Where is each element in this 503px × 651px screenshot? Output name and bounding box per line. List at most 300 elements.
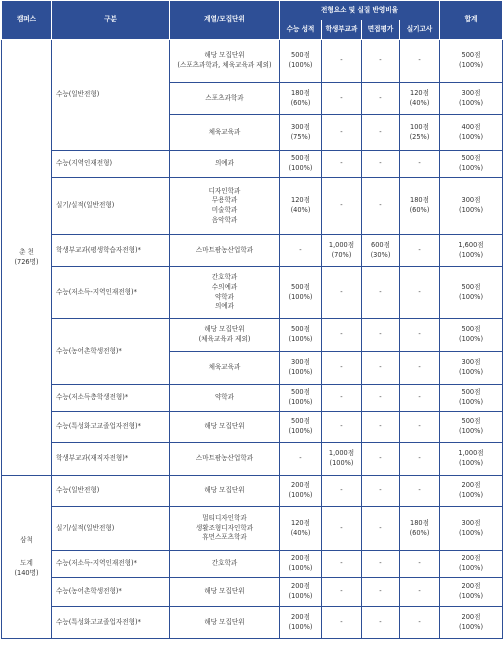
school-record-cell	[322, 115, 362, 151]
header-practical: 실기고사	[400, 20, 440, 40]
practical-cell	[400, 476, 440, 507]
school-record-cell-line: -	[340, 159, 343, 168]
practical-cell-line: -	[418, 617, 421, 626]
csat-cell-line: (100%)	[288, 564, 313, 572]
csat-cell-line: 300점	[291, 358, 310, 367]
total-cell-line: (100%)	[459, 164, 484, 172]
unit-cell-line: (스포츠과학과, 체육교육과 제외)	[177, 61, 272, 69]
school-record-cell-line: -	[340, 201, 343, 210]
interview-cell	[362, 115, 400, 151]
unit-cell	[170, 443, 280, 476]
unit-cell	[170, 83, 280, 115]
practical-cell-line: 180점	[410, 196, 429, 205]
school-record-cell	[322, 412, 362, 443]
total-cell-line: (100%)	[459, 132, 484, 141]
total-cell-line: 500점	[461, 51, 481, 60]
track-cell: 수능(특성화고교졸업자전형)*	[52, 607, 170, 639]
practical-cell-line: -	[418, 422, 421, 431]
interview-cell-line: -	[379, 454, 382, 463]
header-csat: 수능 성적	[280, 20, 322, 40]
unit-cell	[170, 178, 280, 235]
total-cell-line: (100%)	[459, 250, 484, 259]
header-interview: 면접평가	[362, 20, 400, 40]
header-campus: 캠퍼스	[2, 1, 52, 40]
unit-cell-line: 휴먼스포츠학과	[202, 533, 247, 542]
practical-cell-line: -	[418, 159, 421, 168]
total-cell	[440, 607, 503, 639]
unit-cell	[170, 476, 280, 507]
csat-cell-line: (40%)	[290, 528, 311, 537]
practical-cell	[400, 267, 440, 319]
total-cell	[440, 151, 503, 178]
track-cell: 수능(농어촌학생전형)*	[52, 319, 170, 385]
csat-cell-line: (100%)	[288, 335, 313, 343]
csat-cell-line: (100%)	[288, 491, 313, 499]
total-cell	[440, 385, 503, 412]
unit-cell	[170, 551, 280, 578]
interview-cell	[362, 319, 400, 352]
table-row	[2, 267, 503, 319]
total-cell-line: 300점	[461, 196, 481, 205]
total-cell-line: 500점	[461, 325, 481, 334]
practical-cell-line: -	[418, 559, 421, 568]
school-record-cell	[322, 178, 362, 235]
school-record-cell	[322, 551, 362, 578]
school-record-cell-line: -	[340, 559, 343, 568]
unit-cell-line: 해당 모집단위	[204, 51, 245, 60]
practical-cell-line: -	[418, 486, 421, 495]
practical-cell-line: (40%)	[409, 98, 430, 107]
practical-cell	[400, 235, 440, 267]
csat-cell-line: 500점	[291, 388, 310, 397]
unit-cell	[170, 607, 280, 639]
csat-cell-line: 200점	[291, 582, 310, 591]
table-row	[2, 607, 503, 639]
school-record-cell-line: -	[340, 587, 343, 596]
practical-cell	[400, 551, 440, 578]
unit-cell-line: 해당 모집단위	[204, 617, 245, 626]
practical-cell	[400, 578, 440, 607]
csat-cell	[280, 235, 322, 267]
campus-name-line: 도계	[20, 559, 33, 568]
practical-cell-line: 100점	[410, 122, 429, 131]
total-cell-line: (100%)	[459, 459, 484, 467]
interview-cell-line: (30%)	[370, 250, 391, 259]
track-cell: 수능(특성화고교졸업자전형)*	[52, 412, 170, 443]
total-cell-line: (100%)	[459, 528, 484, 537]
table-row	[2, 443, 503, 476]
csat-cell	[280, 551, 322, 578]
header-unit: 계열/모집단위	[170, 1, 280, 40]
csat-cell-line: (100%)	[288, 592, 313, 600]
school-record-cell-line: -	[340, 127, 343, 136]
csat-cell-line: (100%)	[288, 292, 313, 301]
table-row	[2, 151, 503, 178]
unit-cell	[170, 578, 280, 607]
practical-cell	[400, 83, 440, 115]
table-row	[2, 551, 503, 578]
school-record-cell	[322, 507, 362, 551]
unit-cell-line: 음악학과	[211, 215, 238, 224]
practical-cell-line: (60%)	[409, 528, 430, 537]
track-cell: 학생부교과(재직자전형)*	[52, 443, 170, 476]
school-record-cell-line: 1,000점	[328, 240, 355, 249]
csat-cell-line: 500점	[291, 417, 310, 426]
csat-cell-line: (100%)	[288, 164, 313, 172]
csat-cell	[280, 443, 322, 476]
total-cell-line: (100%)	[459, 564, 484, 572]
school-record-cell-line: -	[340, 56, 343, 65]
total-cell	[440, 551, 503, 578]
unit-cell-line: 해당 모집단위	[204, 422, 245, 431]
csat-cell-line: 180점	[291, 88, 310, 97]
interview-cell-line: -	[379, 287, 382, 296]
total-cell-line: 500점	[461, 154, 481, 163]
interview-cell	[362, 40, 400, 83]
school-record-cell	[322, 319, 362, 352]
practical-cell-line: 180점	[410, 518, 429, 527]
csat-cell-line: 200점	[291, 612, 310, 621]
unit-cell	[170, 507, 280, 551]
track-cell: 수능(일반전형)	[52, 40, 170, 151]
total-cell-line: 400점	[461, 122, 481, 131]
unit-cell-line: 생활조형디자인학과	[195, 523, 254, 532]
total-cell-line: (100%)	[459, 491, 484, 499]
total-cell	[440, 115, 503, 151]
practical-cell	[400, 40, 440, 83]
total-cell-line: (100%)	[459, 98, 484, 107]
total-cell-line: 500점	[461, 282, 481, 291]
unit-cell-line: 간호학과	[211, 273, 238, 282]
csat-cell	[280, 412, 322, 443]
unit-cell	[170, 151, 280, 178]
unit-cell-line: 체육교육과	[208, 363, 241, 372]
csat-cell	[280, 352, 322, 385]
csat-cell	[280, 151, 322, 178]
school-record-cell-line: (100%)	[329, 459, 354, 467]
school-record-cell-line: -	[340, 422, 343, 431]
total-cell	[440, 476, 503, 507]
table-row	[2, 578, 503, 607]
campus-name-line: 삼척	[20, 535, 33, 544]
total-cell-line: 500점	[461, 417, 481, 426]
school-record-cell	[322, 476, 362, 507]
unit-cell	[170, 40, 280, 83]
table-header	[2, 1, 503, 40]
unit-cell	[170, 115, 280, 151]
school-record-cell	[322, 352, 362, 385]
practical-cell-line: -	[418, 393, 421, 402]
unit-cell-line: 의예과	[214, 159, 235, 168]
csat-cell	[280, 40, 322, 83]
unit-cell	[170, 412, 280, 443]
total-cell-line: 200점	[461, 481, 481, 490]
header-elements-group: 전형요소 및 실질 반영비율	[280, 1, 440, 20]
csat-cell	[280, 115, 322, 151]
csat-cell-line: 500점	[291, 282, 310, 291]
interview-cell-line: -	[379, 393, 382, 402]
total-cell	[440, 235, 503, 267]
interview-cell	[362, 385, 400, 412]
practical-cell	[400, 178, 440, 235]
interview-cell-line: -	[379, 363, 382, 372]
school-record-cell-line: -	[340, 330, 343, 339]
csat-cell	[280, 476, 322, 507]
unit-cell-line: 간호학과	[211, 559, 238, 568]
total-cell-line: 300점	[461, 88, 481, 97]
total-cell-line: 200점	[461, 612, 481, 621]
unit-cell-line: 약학과	[214, 393, 235, 402]
school-record-cell-line: -	[340, 486, 343, 495]
unit-cell	[170, 267, 280, 319]
csat-cell	[280, 607, 322, 639]
track-cell: 수능(저소득-지역인재전형)*	[52, 267, 170, 319]
csat-cell-line: 200점	[291, 554, 310, 563]
interview-cell-line: -	[379, 523, 382, 532]
total-cell	[440, 319, 503, 352]
unit-cell-line: 체육교육과	[208, 127, 241, 136]
practical-cell	[400, 507, 440, 551]
campus-name-line: 춘 천	[19, 247, 34, 256]
unit-cell-line: (체육교육과 제외)	[198, 335, 251, 343]
practical-cell	[400, 115, 440, 151]
interview-cell	[362, 83, 400, 115]
practical-cell-line: -	[418, 454, 421, 463]
interview-cell-line: -	[379, 201, 382, 210]
track-cell: 학생부교과(평생학습자전형)*	[52, 235, 170, 267]
practical-cell	[400, 443, 440, 476]
table-row	[2, 178, 503, 235]
csat-cell	[280, 83, 322, 115]
interview-cell	[362, 578, 400, 607]
school-record-cell-line: -	[340, 287, 343, 296]
campus-cell	[2, 40, 52, 476]
school-record-cell-line: -	[340, 617, 343, 626]
interview-cell	[362, 235, 400, 267]
interview-cell-line: -	[379, 617, 382, 626]
interview-cell-line: -	[379, 587, 382, 596]
admission-score-table	[1, 1, 503, 639]
track-cell: 실기/실적(일반전형)	[52, 178, 170, 235]
csat-cell-line: -	[299, 454, 302, 463]
interview-cell-line: -	[379, 127, 382, 136]
table-row	[2, 385, 503, 412]
practical-cell-line: -	[418, 245, 421, 254]
track-cell: 수능(저소득-지역인재전형)*	[52, 551, 170, 578]
unit-cell-line: 약학과	[214, 292, 235, 301]
csat-cell-line: (60%)	[290, 98, 311, 107]
total-cell	[440, 40, 503, 83]
interview-cell-line: -	[379, 56, 382, 65]
interview-cell	[362, 551, 400, 578]
practical-cell	[400, 319, 440, 352]
csat-cell-line: 500점	[291, 154, 310, 163]
unit-cell	[170, 319, 280, 352]
practical-cell	[400, 412, 440, 443]
school-record-cell	[322, 267, 362, 319]
practical-cell	[400, 151, 440, 178]
unit-cell-line: 의예과	[214, 302, 235, 311]
interview-cell	[362, 443, 400, 476]
track-cell: 실기/실적(일반전형)	[52, 507, 170, 551]
csat-cell	[280, 178, 322, 235]
csat-cell-line: (100%)	[288, 427, 313, 435]
table-row	[2, 412, 503, 443]
table-row	[2, 319, 503, 352]
practical-cell	[400, 385, 440, 412]
track-cell: 수능(지역인재전형)	[52, 151, 170, 178]
total-cell-line: (100%)	[459, 592, 484, 600]
practical-cell-line: -	[418, 587, 421, 596]
csat-cell-line: 120점	[291, 518, 310, 527]
total-cell	[440, 267, 503, 319]
school-record-cell-line: -	[340, 523, 343, 532]
interview-cell	[362, 352, 400, 385]
school-record-cell	[322, 443, 362, 476]
table-row	[2, 476, 503, 507]
interview-cell	[362, 507, 400, 551]
school-record-cell-line: -	[340, 393, 343, 402]
practical-cell-line: (25%)	[409, 132, 430, 141]
csat-cell-line: (40%)	[290, 206, 311, 214]
csat-cell	[280, 578, 322, 607]
practical-cell	[400, 352, 440, 385]
total-cell-line: (100%)	[459, 368, 484, 376]
unit-cell-line: 미술학과	[211, 206, 238, 214]
unit-cell-line: 수의예과	[211, 282, 238, 291]
unit-cell-line: 해당 모집단위	[204, 486, 245, 495]
total-cell	[440, 507, 503, 551]
csat-cell	[280, 385, 322, 412]
interview-cell-line: -	[379, 159, 382, 168]
total-cell	[440, 443, 503, 476]
practical-cell-line: -	[418, 363, 421, 372]
unit-cell-line: 스마트팜농산업학과	[195, 454, 254, 463]
practical-cell-line: -	[418, 287, 421, 296]
csat-cell-line: (100%)	[288, 368, 313, 376]
csat-cell-line: (100%)	[288, 622, 313, 631]
interview-cell-line: -	[379, 330, 382, 339]
interview-cell	[362, 178, 400, 235]
unit-cell-line: 스포츠과학과	[205, 93, 244, 102]
school-record-cell-line: -	[340, 93, 343, 102]
total-cell	[440, 352, 503, 385]
table-row	[2, 40, 503, 83]
unit-cell-line: 멀티디자인학과	[202, 514, 247, 523]
interview-cell	[362, 476, 400, 507]
total-cell-line: 200점	[461, 554, 481, 563]
campus-name-line: (726명)	[14, 257, 39, 266]
school-record-cell-line: 1,000점	[328, 449, 355, 458]
total-cell-line: (100%)	[459, 61, 484, 69]
track-cell: 수능(일반전형)	[52, 476, 170, 507]
table-row	[2, 507, 503, 551]
interview-cell	[362, 607, 400, 639]
school-record-cell-line: (70%)	[331, 250, 352, 259]
total-cell-line: (100%)	[459, 622, 484, 631]
school-record-cell	[322, 40, 362, 83]
interview-cell-line: -	[379, 559, 382, 568]
header-school-record: 학생부교과	[322, 20, 362, 40]
csat-cell	[280, 507, 322, 551]
practical-cell-line: -	[418, 330, 421, 339]
practical-cell-line: -	[418, 56, 421, 65]
unit-cell-line: 해당 모집단위	[204, 325, 245, 334]
unit-cell-line: 해당 모집단위	[204, 587, 245, 596]
unit-cell-line: 무용학과	[211, 196, 238, 205]
csat-cell-line: 500점	[291, 325, 310, 334]
practical-cell-line: (60%)	[409, 206, 430, 214]
unit-cell	[170, 352, 280, 385]
csat-cell-line: 200점	[291, 481, 310, 490]
total-cell-line: (100%)	[459, 292, 484, 301]
interview-cell	[362, 412, 400, 443]
unit-cell	[170, 235, 280, 267]
csat-cell-line: -	[299, 245, 302, 254]
total-cell	[440, 178, 503, 235]
unit-cell-line: 스마트팜농산업학과	[195, 245, 254, 254]
header-total: 합계	[440, 1, 503, 40]
school-record-cell	[322, 607, 362, 639]
interview-cell-line: -	[379, 486, 382, 495]
campus-cell	[2, 476, 52, 639]
total-cell	[440, 83, 503, 115]
total-cell-line: 1,600점	[458, 240, 484, 249]
table-row	[2, 235, 503, 267]
csat-cell-line: (100%)	[288, 61, 313, 69]
track-cell: 수능(저소득층학생전형)*	[52, 385, 170, 412]
school-record-cell	[322, 385, 362, 412]
csat-cell-line: (75%)	[290, 132, 311, 141]
interview-cell-line: -	[379, 422, 382, 431]
total-cell-line: (100%)	[459, 206, 484, 214]
interview-cell	[362, 267, 400, 319]
csat-cell	[280, 267, 322, 319]
unit-cell	[170, 385, 280, 412]
csat-cell-line: 300점	[291, 122, 310, 131]
total-cell-line: 200점	[461, 582, 481, 591]
total-cell	[440, 412, 503, 443]
table-body	[2, 40, 503, 639]
school-record-cell	[322, 83, 362, 115]
interview-cell	[362, 151, 400, 178]
school-record-cell	[322, 235, 362, 267]
header-category: 구분	[52, 1, 170, 40]
unit-cell-line: 디자인학과	[208, 186, 241, 195]
csat-cell	[280, 319, 322, 352]
total-cell-line: 1,000점	[458, 449, 484, 458]
total-cell-line: 300점	[461, 518, 481, 527]
track-cell: 수능(농어촌학생전형)*	[52, 578, 170, 607]
total-cell-line: (100%)	[459, 427, 484, 435]
practical-cell-line: 120점	[410, 88, 429, 97]
practical-cell	[400, 607, 440, 639]
csat-cell-line: (100%)	[288, 398, 313, 406]
school-record-cell	[322, 151, 362, 178]
total-cell-line: (100%)	[459, 335, 484, 343]
interview-cell-line: -	[379, 93, 382, 102]
school-record-cell-line: -	[340, 363, 343, 372]
total-cell	[440, 578, 503, 607]
campus-name-line: (140명)	[14, 568, 39, 577]
total-cell-line: (100%)	[459, 398, 484, 406]
csat-cell-line: 500점	[291, 51, 310, 60]
total-cell-line: 500점	[461, 388, 481, 397]
interview-cell-line: 600점	[371, 240, 390, 249]
school-record-cell	[322, 578, 362, 607]
csat-cell-line: 120점	[291, 196, 310, 205]
total-cell-line: 300점	[461, 358, 481, 367]
